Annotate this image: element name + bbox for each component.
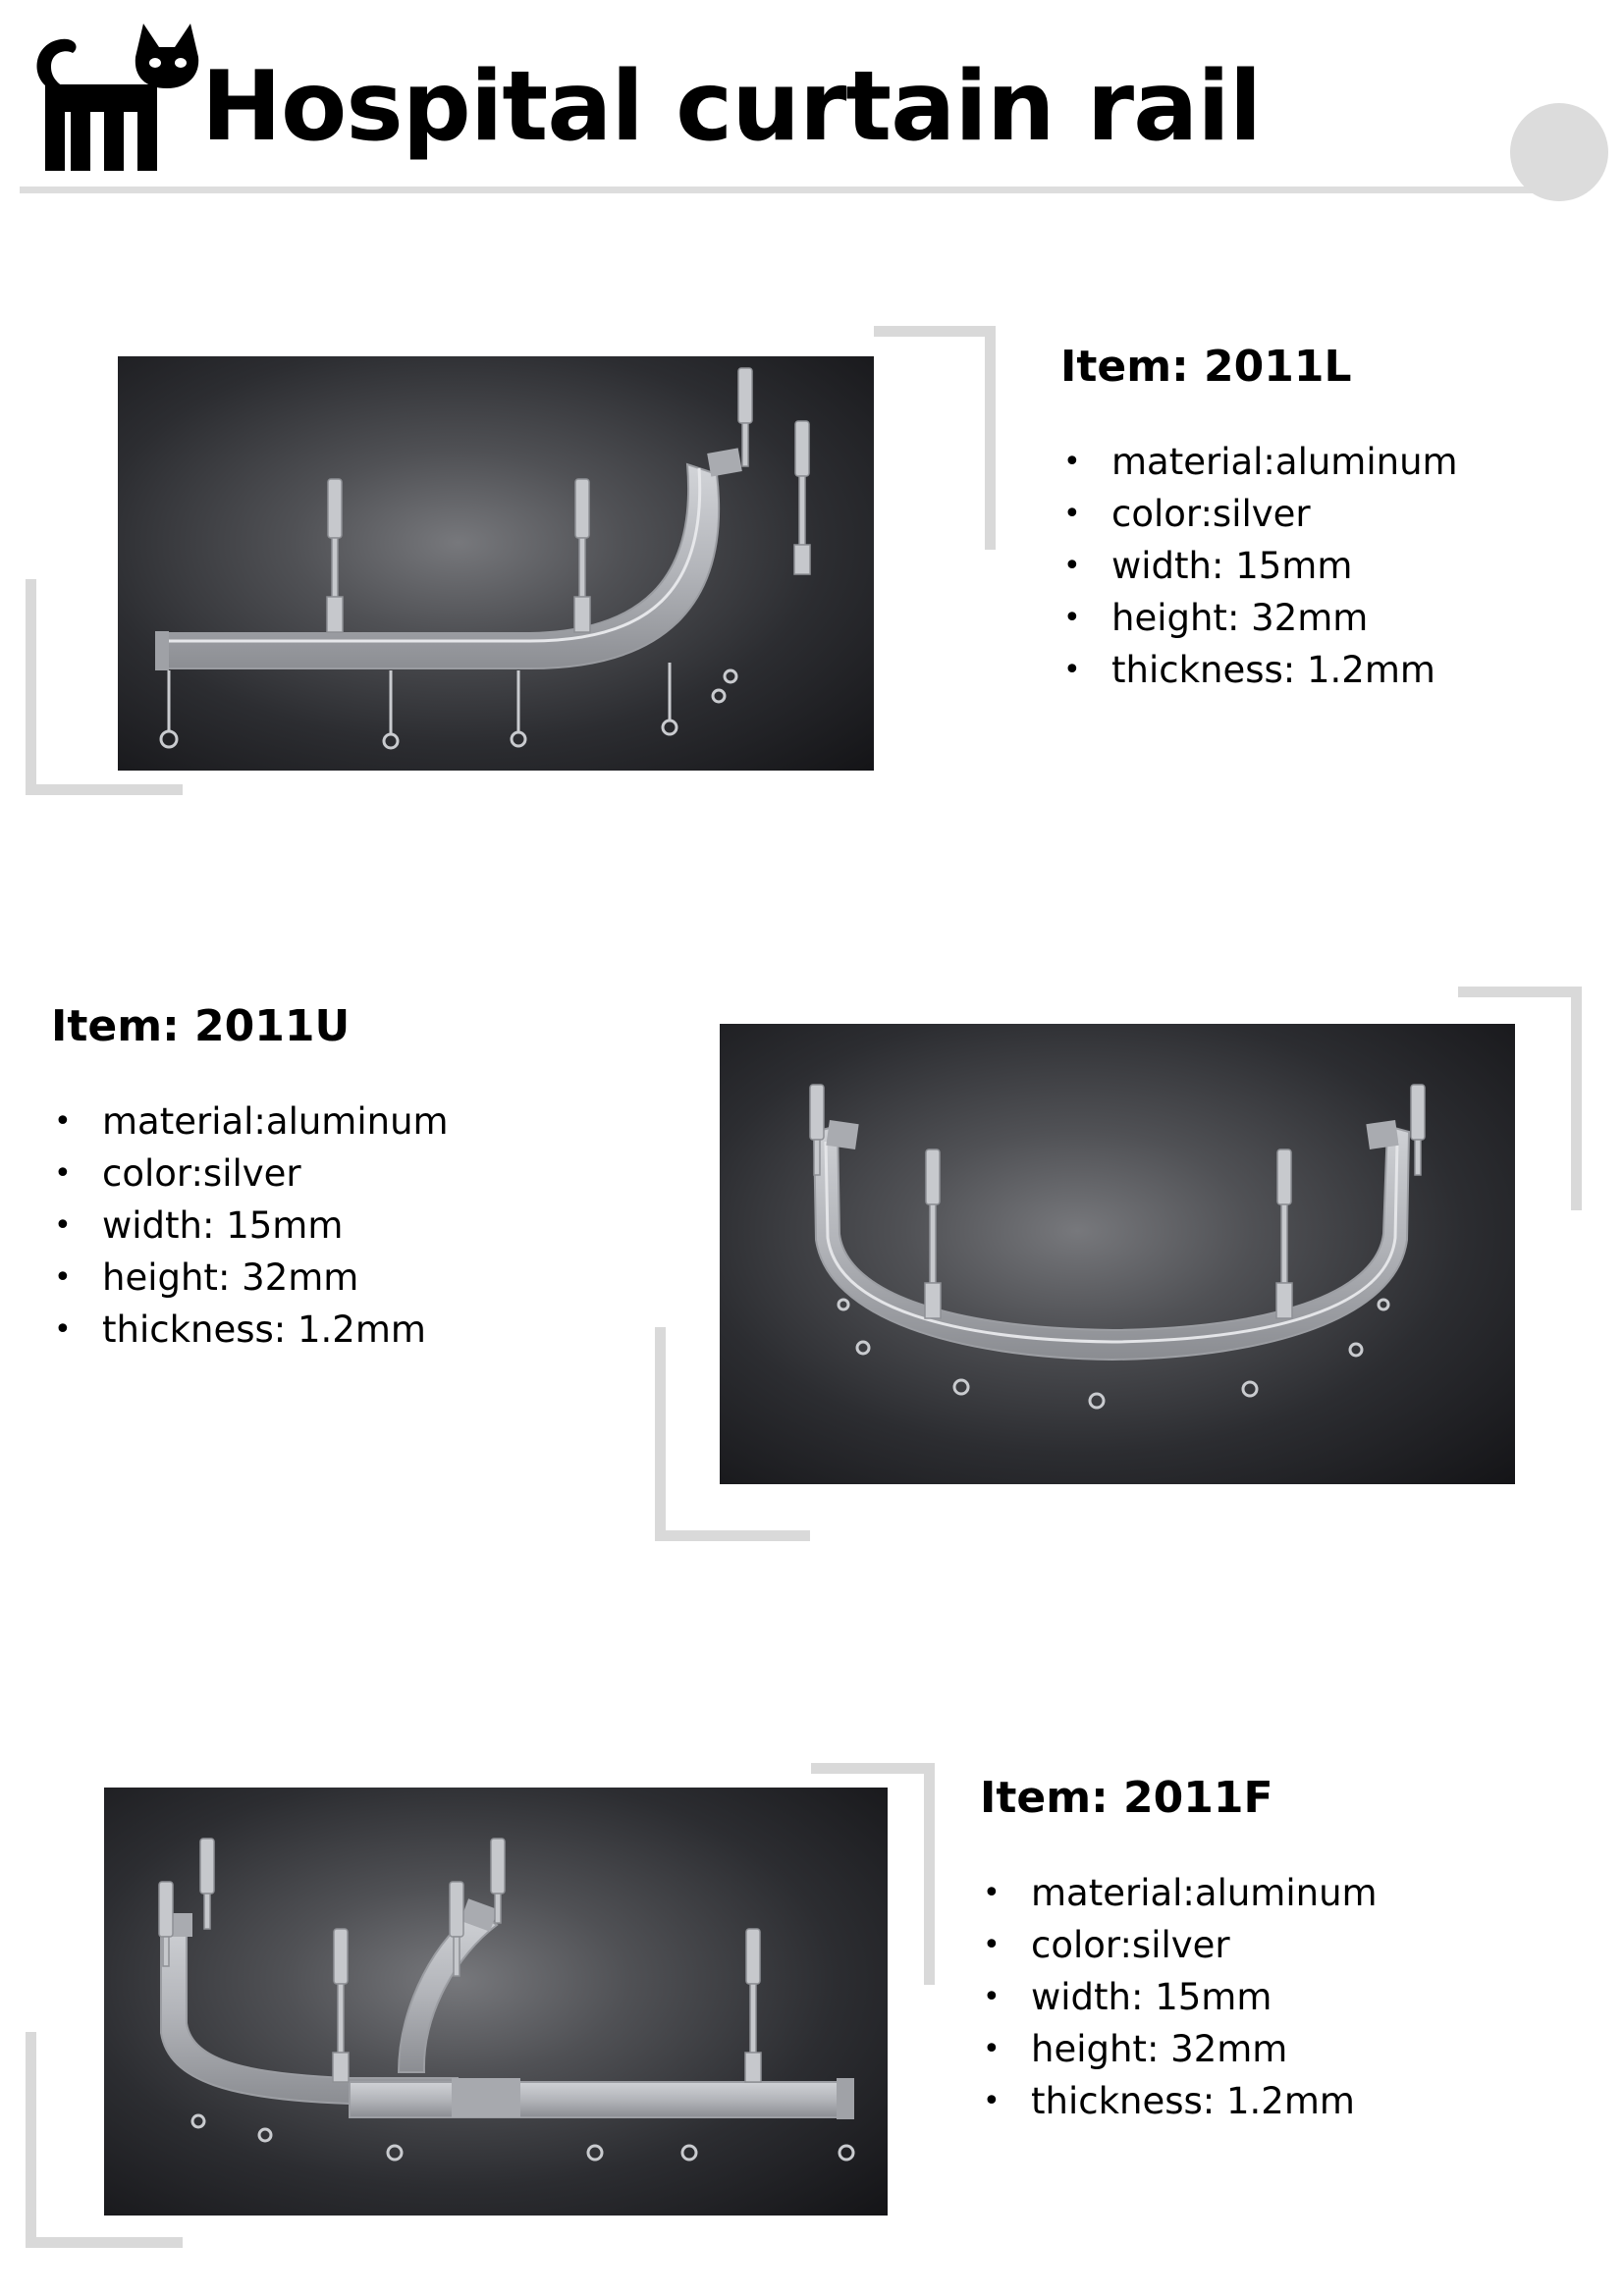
spec-height: • height: 32mm <box>51 1252 449 1304</box>
spec-thickness: • thickness: 1.2mm <box>51 1304 449 1356</box>
item-spec-block-2011U <box>51 1001 449 1356</box>
bullet-icon: • <box>983 1876 1001 1910</box>
spec-material: • material:aluminum <box>1060 436 1458 488</box>
item-title: Item: 2011L <box>1060 342 1352 392</box>
spec-width: • width: 15mm <box>1060 540 1458 592</box>
bullet-icon: • <box>983 1928 1001 1962</box>
bullet-icon: • <box>1063 549 1081 583</box>
bullet-icon: • <box>1063 445 1081 479</box>
bracket-top-right <box>1571 987 1582 1210</box>
spec-list <box>51 1095 449 1356</box>
bullet-icon: • <box>983 2084 1001 2118</box>
spec-list <box>1060 436 1458 696</box>
item-title: Item: 2011U <box>51 1001 351 1051</box>
bracket-bottom-left <box>26 2237 183 2248</box>
bracket-bottom-left <box>26 2032 36 2248</box>
header-divider <box>20 187 1537 193</box>
spec-material: • material:aluminum <box>980 1867 1378 1919</box>
bullet-icon: • <box>54 1312 72 1347</box>
bracket-top-right <box>811 1763 935 1774</box>
bracket-top-right <box>874 326 996 337</box>
bullet-icon: • <box>1063 497 1081 531</box>
bullet-icon: • <box>54 1104 72 1139</box>
item-spec-block-2011F <box>980 1773 1378 2127</box>
spec-color: • color:silver <box>1060 488 1458 540</box>
bracket-bottom-left <box>655 1530 810 1541</box>
bullet-icon: • <box>983 1980 1001 2014</box>
product-photo-2011U <box>720 1024 1515 1484</box>
spec-color: • color:silver <box>980 1919 1378 1971</box>
spec-color: • color:silver <box>51 1148 449 1200</box>
item-spec-block-2011L <box>1060 342 1458 696</box>
spec-material: • material:aluminum <box>51 1095 449 1148</box>
bullet-icon: • <box>1063 653 1081 687</box>
decorative-circle <box>1510 103 1608 201</box>
spec-list <box>980 1867 1378 2127</box>
bullet-icon: • <box>1063 601 1081 635</box>
bracket-top-right <box>985 326 996 550</box>
bracket-bottom-left <box>655 1327 666 1541</box>
cat-logo-icon <box>27 18 202 173</box>
bracket-bottom-left <box>26 579 36 795</box>
bullet-icon: • <box>54 1208 72 1243</box>
bracket-bottom-left <box>26 784 183 795</box>
bracket-top-right <box>1458 987 1582 997</box>
product-photo-2011L <box>118 356 874 771</box>
bullet-icon: • <box>983 2032 1001 2066</box>
bracket-top-right <box>924 1763 935 1985</box>
spec-thickness: • thickness: 1.2mm <box>980 2075 1378 2127</box>
spec-width: • width: 15mm <box>51 1200 449 1252</box>
bullet-icon: • <box>54 1156 72 1191</box>
bullet-icon: • <box>54 1260 72 1295</box>
page-title: Hospital curtain rail <box>201 51 1262 163</box>
item-title: Item: 2011F <box>980 1773 1273 1823</box>
spec-height: • height: 32mm <box>980 2023 1378 2075</box>
product-photo-2011F <box>104 1788 888 2216</box>
spec-width: • width: 15mm <box>980 1971 1378 2023</box>
spec-height: • height: 32mm <box>1060 592 1458 644</box>
spec-thickness: • thickness: 1.2mm <box>1060 644 1458 696</box>
